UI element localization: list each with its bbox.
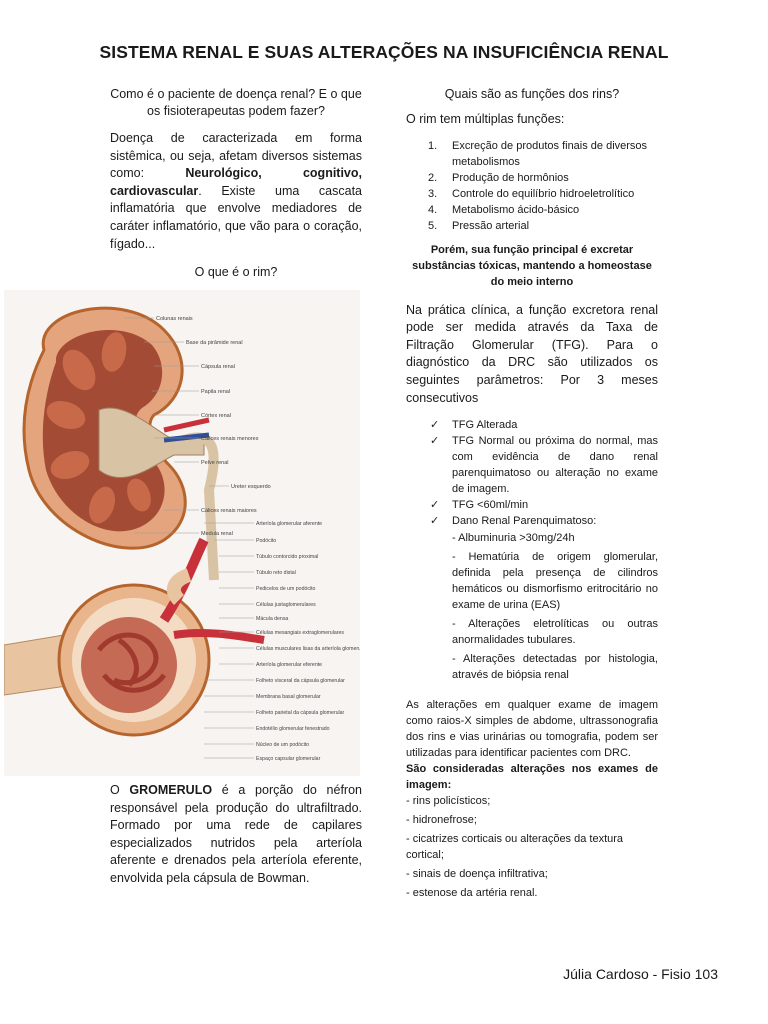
criteria-text: TFG <60ml/min [452,499,529,512]
label-colunas-renais: Colunas renais [156,316,193,322]
label-folheto-parietal: Folheto parietal da cápsula glomerular [256,710,345,716]
glomerulus-paragraph [110,782,362,888]
label-nucleo-podocito: Núcleo de um podócito [256,742,310,748]
imaging-finding-item: - hidronefrose; [406,814,477,827]
label-mesangiais: Células mesangiais extraglomerulares [256,630,344,636]
label-pelve-renal: Pelve renal [201,460,229,466]
criteria-item [406,513,658,529]
function-text: Excreção de produtos finais de diversos metabolismos [452,139,648,168]
page-title: SISTEMA RENAL E SUAS ALTERAÇÕES NA INSUFICIÊNCIA RENAL [99,42,669,62]
renal-damage-item: - Alterações eletrolíticas ou outras anormalidades tubulares. [452,618,658,647]
function-item [406,138,658,170]
imaging-heading: São consideradas alterações nos exames de imagem: [406,763,658,792]
function-text: Metabolismo ácido-básico [452,203,580,216]
question-what-is-kidney: O que é o rim? [194,265,278,280]
function-number: 2. [428,171,438,184]
label-tubulo-proximal: Túbulo contorcido proximal [256,554,319,560]
disease-text-c: . Existe uma cascata inflamatória que envolve mediadores de caráter inflamatório, que vão para o coração, fígado... [110,183,362,251]
imaging-finding-item: - estenose da artéria renal. [406,887,538,900]
criteria-item [406,433,658,497]
glom-text-c: é a porção do néfron responsável pela produção do ultrafiltrado. Formado por uma rede de capilares especializados nutridos pela arteríola aferente e drenados pela arteríola eferente, envolvida pela cápsula de Bowman. [110,783,362,885]
renal-damage-item: - Alterações detectadas por histologia, através de biópsia renal [452,653,658,682]
disease-systems-bold: Neurológico, cognitivo, cardiovascular [110,166,362,198]
function-item [406,202,658,218]
criteria-checklist [406,417,658,529]
label-macula-densa: Mácula densa [256,616,289,622]
function-item [406,218,658,234]
question-kidney-functions: Quais são as funções dos rins? [444,87,620,101]
imaging-finding-item: - sinais de doença infiltrativa; [406,868,548,881]
function-number: 5. [428,219,438,232]
criteria-text: Dano Renal Parenquimatoso: [452,515,597,528]
label-podocito: Podócito [256,538,277,544]
label-folheto-visceral: Folheto visceral da cápsula glomerular [256,678,345,684]
function-number: 3. [428,187,438,200]
kidney-anatomy-figure [4,290,360,776]
function-text: Pressão arterial [452,219,530,232]
label-tubulo-distal: Túbulo reto distal [256,570,296,576]
disease-paragraph [110,130,362,253]
function-number: 4. [428,203,438,216]
criteria-text: TFG Alterada [452,419,518,432]
left-column [110,86,362,281]
clinical-paragraph: Na prática clínica, a função excretora renal pode ser medida através da Taxa de Filtração Glomerular (TFG). Para o diagnóstico da DRC são utilizados os seguintes parâmetros: Por 3 meses consecutivos [406,302,658,405]
author-footer: Júlia Cardoso - Fisio 103 [563,966,718,982]
check-icon: ✓ [430,499,440,512]
criteria-text: TFG Normal ou próxima do normal, mas com evidência de dano renal parenquimatoso ou alteração no exame de imagem. [452,435,658,496]
imaging-finding-item: - rins policísticos; [406,795,491,808]
function-item [406,170,658,186]
label-ureter-esquerdo: Ureter esquerdo [231,484,271,490]
functions-intro: O rim tem múltiplas funções: [406,112,565,126]
imaging-finding-item: - cicatrizes corticais ou alterações da textura cortical; [406,833,624,862]
criteria-item [406,497,658,513]
renal-damage-sublist [406,530,658,683]
label-endotelio: Endotélio glomerular fenestrado [256,726,330,732]
imaging-findings-list [406,793,658,901]
imaging-paragraph: As alterações em qualquer exame de imagem como raios-X simples de abdome, ultrassonografia dos rins e vias urinárias ou tomografia, podem ser utilizadas para identificar pacientes com DRC. [406,699,658,760]
label-cortex-renal: Córtex renal [201,413,231,419]
check-icon: ✓ [430,419,440,432]
disease-text-a: Doença de caracterizada em forma sistêmica, ou seja, afetam diversos sistemas como: [110,131,362,181]
glom-text-a: O [110,783,130,797]
right-column [406,86,658,901]
main-function: Porém, sua função principal é excretar substâncias tóxicas, mantendo a homeostase do meio interno [412,243,652,288]
label-justaglomerulares: Células justaglomerulares [256,602,316,608]
function-text: Controle do equilíbrio hidroeletrolítico [452,187,635,200]
label-calices-menores: Cálices renais menores [201,436,259,442]
label-capsula-renal: Cápsula renal [201,364,235,370]
criteria-item [406,417,658,433]
renal-damage-item: - Hematúria de origem glomerular, definida pela presença de cilindros hemáticos ou dismorfismo eritrocitário no exame de urina (EAS) [452,551,658,612]
label-papila-renal: Papila renal [201,389,231,395]
label-espaco-capsular: Espaço capsular glomerular [256,756,321,762]
check-icon: ✓ [430,435,440,448]
function-item [406,186,658,202]
label-pedicelos: Pedicelos de um podócito [256,586,316,592]
label-medula-renal: Medula renal [201,531,233,537]
label-membrana-basal: Membrana basal glomerular [256,694,321,700]
question-kidney-patient: Como é o paciente de doença renal? E o que os fisioterapeutas podem fazer? [110,87,362,118]
function-number: 1. [428,139,438,152]
function-text: Produção de hormônios [452,171,569,184]
label-arteriola-aferente: Arteríola glomerular aferente [256,521,323,527]
functions-list [406,138,658,234]
label-calices-maiores: Cálices renais maiores [201,508,257,514]
check-icon: ✓ [430,515,440,528]
renal-damage-item: - Albuminuria >30mg/24h [452,532,575,545]
label-base-piramide: Base da pirâmide renal [186,340,243,346]
label-arteriola-eferente: Arteríola glomerular eferente [256,662,323,668]
glom-term-bold: GROMERULO [129,783,213,797]
label-musculares-lisas: Células musculares lisas da arteríola glomerular [256,646,360,652]
